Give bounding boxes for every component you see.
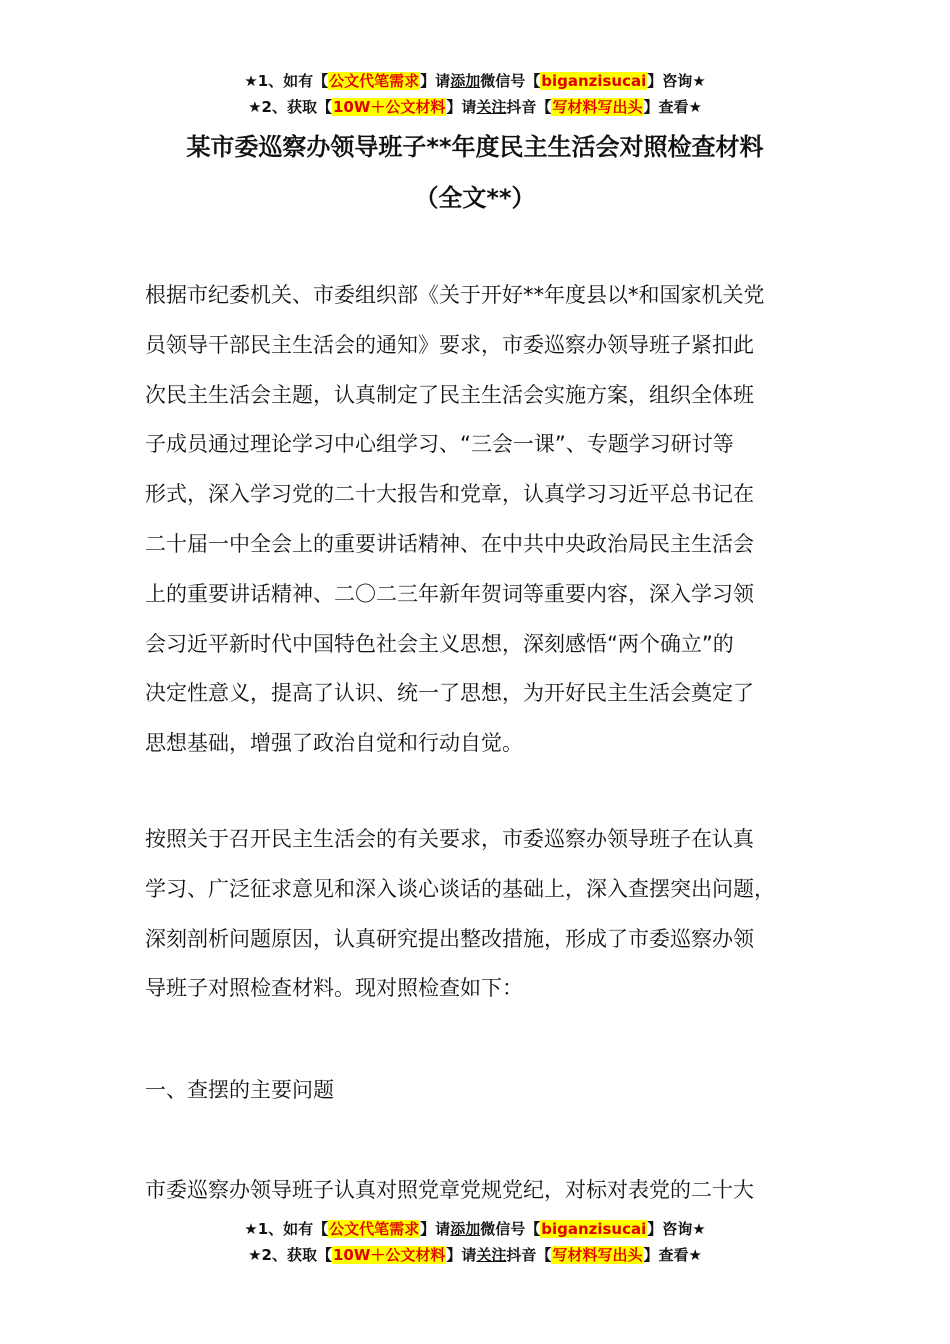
promo-text: 】咨询★ xyxy=(647,72,706,90)
promo-highlight: 公文代笔需求 xyxy=(329,1220,420,1238)
promo-underlined-text: 添加 xyxy=(450,72,481,90)
promo-text: 】请 xyxy=(420,1220,451,1238)
document-title: 某市委巡察办领导班子**年度民主生活会对照检查材料 xyxy=(186,133,764,161)
promo-underlined-text: 关注 xyxy=(476,1246,507,1264)
paragraph-line: 形式，深入学习党的二十大报告和党章，认真学习习近平总书记在 xyxy=(145,482,754,507)
promo-text: 】请 xyxy=(446,98,477,116)
promo-highlight: 写材料写出头 xyxy=(552,98,643,116)
promo-line-2 xyxy=(0,1242,950,1268)
paragraph-line: 次民主生活会主题，认真制定了民主生活会实施方案，组织全体班 xyxy=(145,382,754,407)
promo-text: 微信号【 xyxy=(480,72,541,90)
promo-text: 抖音【 xyxy=(506,1246,552,1264)
paragraph-line: 员领导干部民主生活会的通知》要求，市委巡察办领导班子紧扣此 xyxy=(145,332,754,357)
promo-highlight: biganzisucai xyxy=(541,72,647,90)
promo-highlight: 公文代笔需求 xyxy=(329,72,420,90)
promo-text: ★2、获取【 xyxy=(248,98,332,116)
promo-text: 抖音【 xyxy=(506,98,552,116)
paragraph-line: 深刻剖析问题原因，认真研究提出整改措施，形成了市委巡察办领 xyxy=(145,926,754,951)
section-heading xyxy=(145,1066,825,1116)
section-heading-text: 一、查摆的主要问题 xyxy=(145,1078,334,1102)
promo-line-1 xyxy=(0,68,950,94)
promo-footer xyxy=(0,1216,950,1268)
promo-line-2 xyxy=(0,94,950,120)
promo-highlight: 10W＋公文材料 xyxy=(332,98,446,116)
paragraph-line: 思想基础，增强了政治自觉和行动自觉。 xyxy=(145,731,523,756)
promo-text: 微信号【 xyxy=(480,1220,541,1238)
promo-highlight: 10W＋公文材料 xyxy=(332,1246,446,1264)
paragraph-line: 学习、广泛征求意见和深入谈心谈话的基础上，深入查摆突出问题， xyxy=(145,876,775,901)
paragraph-line: 上的重要讲话精神、二〇二三年新年贺词等重要内容，深入学习领 xyxy=(145,581,754,606)
body-paragraph-2 xyxy=(145,815,825,1014)
promo-text: 】请 xyxy=(446,1246,477,1264)
paragraph-line: 导班子对照检查材料。现对照检查如下： xyxy=(145,976,523,1001)
body-paragraph-1 xyxy=(145,271,825,769)
paragraph-line: 二十届一中全会上的重要讲话精神、在中共中央政治局民主生活会 xyxy=(145,531,754,556)
paragraph-line: 市委巡察办领导班子认真对照党章党规党纪，对标对表党的二十大 xyxy=(145,1178,754,1202)
promo-text: ★1、如有【 xyxy=(244,72,329,90)
document-subtitle: （全文**） xyxy=(414,184,536,212)
promo-line-1 xyxy=(0,1216,950,1242)
promo-highlight: biganzisucai xyxy=(541,1220,647,1238)
promo-text: 】查看★ xyxy=(643,1246,702,1264)
promo-header xyxy=(0,68,950,120)
promo-underlined-text: 添加 xyxy=(450,1220,481,1238)
paragraph-line: 子成员通过理论学习中心组学习、“三会一课”、专题学习研讨等 xyxy=(145,432,734,457)
promo-text: ★2、获取【 xyxy=(248,1246,332,1264)
promo-highlight: 写材料写出头 xyxy=(552,1246,643,1264)
promo-text: 】咨询★ xyxy=(647,1220,706,1238)
body-paragraph-3 xyxy=(145,1166,825,1216)
promo-text: 】查看★ xyxy=(643,98,702,116)
promo-text: ★1、如有【 xyxy=(244,1220,329,1238)
paragraph-line: 会习近平新时代中国特色社会主义思想，深刻感悟“两个确立”的 xyxy=(145,631,734,656)
paragraph-line: 根据市纪委机关、市委组织部《关于开好**年度县以*和国家机关党 xyxy=(145,283,765,307)
paragraph-line: 决定性意义，提高了认识、统一了思想，为开好民主生活会奠定了 xyxy=(145,681,754,706)
promo-text: 】请 xyxy=(420,72,451,90)
promo-underlined-text: 关注 xyxy=(476,98,507,116)
paragraph-line: 按照关于召开民主生活会的有关要求，市委巡察办领导班子在认真 xyxy=(145,827,754,851)
